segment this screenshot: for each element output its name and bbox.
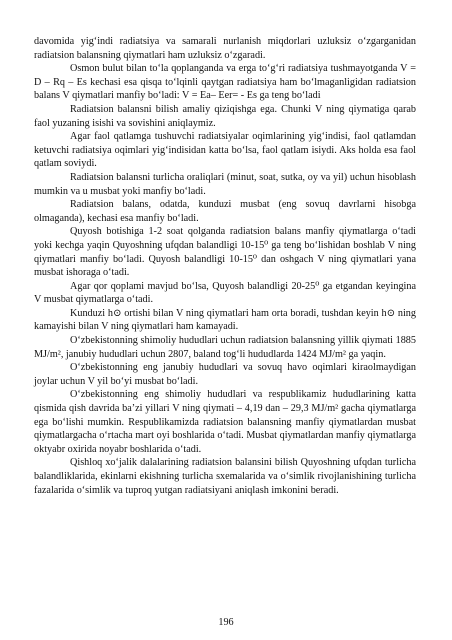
- page-number: 196: [218, 617, 234, 628]
- paragraph: O‘zbekistonning shimoliy hududlari uchun radiatsion balansning yillik qiymati 1885 MJ/m², janubiy hududlari uchun 2807, baland tog‘li hududlarda 1424 MJ/m² ga yaqin.: [34, 335, 416, 360]
- paragraph: Radiatsion balansni bilish amaliy qiziqishga ega. Chunki V ning qiymatiga qarab faol yuzaning isishi va sovishini aniqlaymiz.: [34, 103, 416, 129]
- body-text: [34, 35, 416, 497]
- paragraph: davomida yig‘indi radiatsiya va samarali nurlanish miqdorlari uzluksiz o‘zgarganidan radiatsion balansning qiymatlari ham uzluksiz o‘zgaradi.: [34, 36, 416, 61]
- paragraph: Radiatsion balansni turlicha oraliqlari (minut, soat, sutka, oy va yil) uchun hisoblash mumkin va u musbat yoki manfiy bo‘ladi.: [34, 171, 416, 197]
- paragraph: O‘zbekistonning eng janubiy hududlari va sovuq havo oqimlari kiraolmaydigan joylar uchun V yil bo‘yi musbat bo‘ladi.: [34, 362, 416, 387]
- paragraph: Agar qor qoplami mavjud bo‘lsa, Quyosh balandligi 20-25⁰ ga etgandan keyingina V musbat qiymatlarga o‘tadi.: [34, 280, 416, 306]
- paragraph: Quyosh botishiga 1-2 soat qolganda radiatsion balans manfiy qiymatlarga o‘tadi yoki kechga yaqin Quyoshning ufqdan balandligi 10-15⁰ ga teng bo‘lishidan boshlab V ning qiymatlari manfiy bo‘ladi. Quyosh balandligi 10-15⁰ dan oshgach V ning qiymatlari yana musbat ishoraga o‘tadi.: [34, 226, 416, 279]
- paragraph: O‘zbekistonning eng shimoliy hududlari va respublikamiz hududlarining katta qismida qish davrida ba’zi yillari V ning qiymati – 4,19 dan – 29,3 MJ/m² gacha qiymatlarga ega bo‘lishi mumkin. Respublikamizda radiatsion balansning manfiy qiymatlardan musbat qiymatlargacha o‘rtacha mart oyi boshlarida o‘tadi. Musbat qiymatlardan manfiy qiymatlarga oktyabr oxirida noyabr boshlarida o‘tadi.: [34, 389, 416, 455]
- paragraph: Osmon bulut bilan to‘la qoplanganda va erga to‘g‘ri radiatsiya tushmayotganda V = D – Rq – Es kechasi esa qisqa to‘lqinli qaytgan radiatsiya ham bo‘lmaganligidan radiatsion balans V qiymatlari manfiy bo‘ladi: V = Ea– Eer= - Es ga teng bo‘ladi: [34, 63, 416, 102]
- paragraph: Kunduzi h⊙ ortishi bilan V ning qiymatlari ham orta boradi, tushdan keyin h⊙ ning kamayishi bilan V ning qiymatlari ham kamayadi.: [34, 307, 416, 333]
- paragraph: Radiatsion balans, odatda, kunduzi musbat (eng sovuq davrlarni hisobga olmaganda), kechasi esa manfiy bo‘ladi.: [34, 199, 416, 224]
- paragraph: Qishloq xo‘jalik dalalarining radiatsion balansini bilish Quyoshning ufqdan turlicha balandliklarida, ekinlarni ekishning turlicha sxemalarida va o‘simlik rivojlanishining turlicha fazalarida o‘simlik va tuproq yutgan radiatsiyani aniqlash imkonini beradi.: [34, 457, 416, 496]
- paragraph: Agar faol qatlamga tushuvchi radiatsiyalar oqimlarining yig‘indisi, faol qatlamdan ketuvchi radiatsiya oqimlari yig‘indisidan katta bo‘lsa, faol qatlam isiydi. Aks holda esa faol qatlam soviydi.: [34, 131, 416, 170]
